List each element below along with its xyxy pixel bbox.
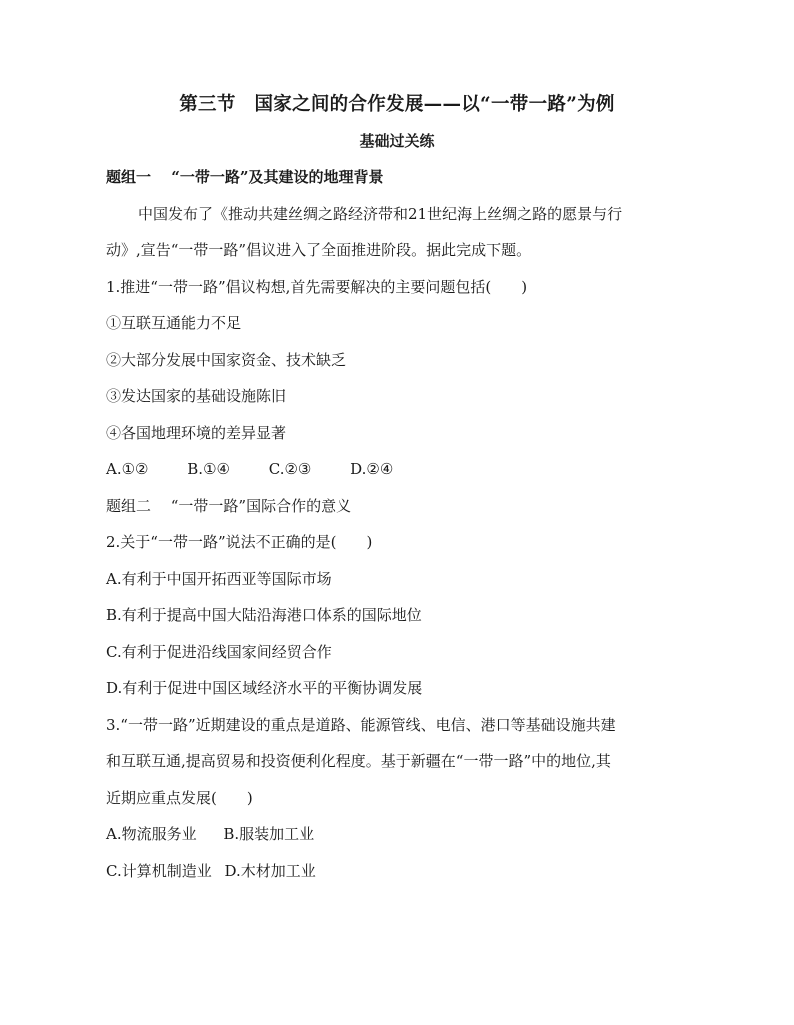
group1-heading: 题组一 “一带一路”及其建设的地理背景 [106,168,384,186]
q3-stem-line1: 3.“一带一路”近期建设的重点是道路、能源管线、电信、港口等基础设施共建 [106,716,616,734]
q3-option-a: A.物流服务业 [106,825,197,843]
q2-option-d: D.有利于促进中国区域经济水平的平衡协调发展 [106,679,423,697]
q3-option-b: B.服装加工业 [223,825,315,843]
q1-item-3: ③发达国家的基础设施陈旧 [106,387,287,405]
q3-option-d: D.木材加工业 [224,862,316,880]
q1-option-b: B.①④ [187,460,230,478]
q3-options-row1 [106,824,314,844]
section-subtitle: 基础过关练 [359,132,435,150]
q1-option-d: D.②④ [350,460,394,478]
q1-option-a: A.①② [106,460,149,478]
q1-option-c: C.②③ [268,460,312,478]
q1-options [106,459,393,479]
q3-stem-line3: 近期应重点发展( ) [106,789,253,807]
q2-option-a: A.有利于中国开拓西亚等国际市场 [106,570,332,588]
q1-item-1: ①互联互通能力不足 [106,314,242,332]
q2-stem: 2.关于“一带一路”说法不正确的是( ) [106,533,373,551]
q1-item-2: ②大部分发展中国家资金、技术缺乏 [106,351,347,369]
group2-heading: 题组二 “一带一路”国际合作的意义 [106,497,352,515]
group1-intro-line1: 中国发布了《推动共建丝绸之路经济带和21世纪海上丝绸之路的愿景与行 [138,205,623,223]
group1-intro-line2: 动》,宣告“一带一路”倡议进入了全面推进阶段。据此完成下题。 [106,241,532,259]
q1-item-4: ④各国地理环境的差异显著 [106,424,287,442]
q2-option-c: C.有利于促进沿线国家间经贸合作 [106,643,332,661]
q2-option-b: B.有利于提高中国大陆沿海港口体系的国际地位 [106,606,422,624]
q3-option-c: C.计算机制造业 [106,862,212,880]
q1-stem: 1.推进“一带一路”倡议构想,首先需要解决的主要问题包括( ) [106,278,528,296]
q3-stem-line2: 和互联互通,提高贸易和投资便利化程度。基于新疆在“一带一路”中的地位,其 [106,752,611,770]
page-title: 第三节 国家之间的合作发展——以“一带一路”为例 [179,94,615,115]
q3-options-row2 [106,861,316,881]
